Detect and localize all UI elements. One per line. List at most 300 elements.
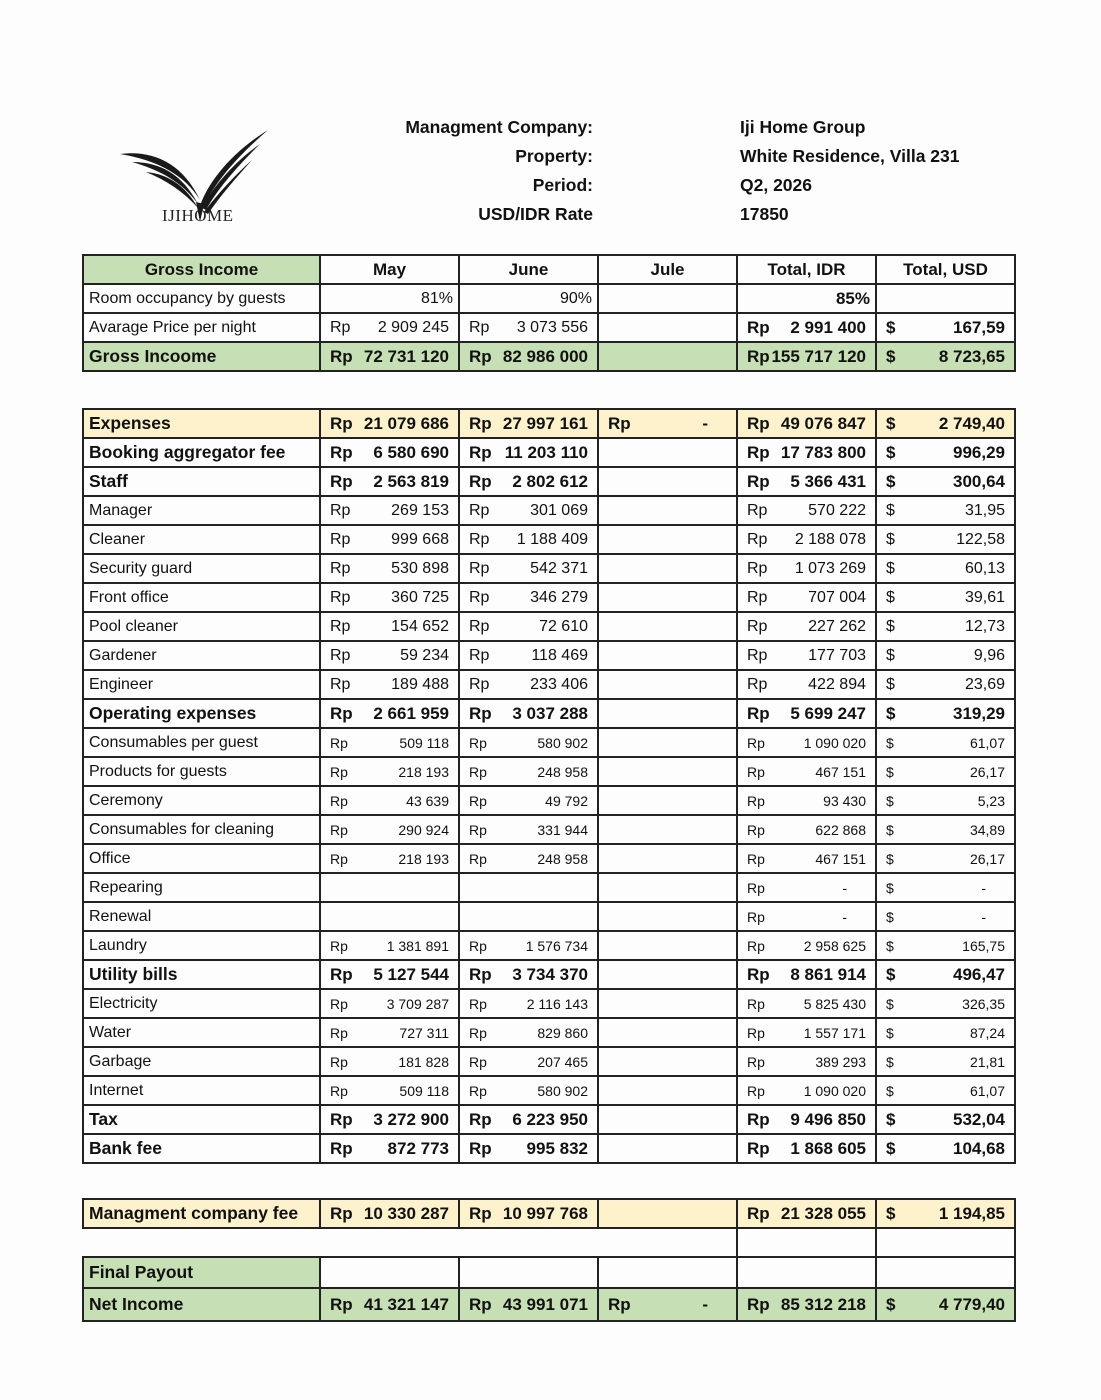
expense-total: [737, 641, 876, 670]
expense-may: [320, 960, 459, 989]
rate-value: 17850: [740, 204, 789, 224]
expense-may: [320, 554, 459, 583]
expense-usd: [876, 467, 1015, 496]
row-label: Gardener: [83, 641, 320, 670]
expense-total: [737, 438, 876, 467]
currency-symbol: $: [886, 1138, 896, 1158]
amount: 622 868: [815, 821, 866, 838]
table-row: [83, 1105, 1015, 1134]
amount: 6 223 950: [512, 1109, 588, 1129]
expense-may: [320, 1047, 459, 1076]
expense-total: [737, 1018, 876, 1047]
amount: 301 069: [530, 501, 588, 519]
final-payout-may: [320, 1257, 459, 1288]
expense-jule: [598, 496, 737, 525]
table-row: [83, 496, 1015, 525]
row-label: Utility bills: [83, 960, 320, 989]
amount: 2 958 625: [803, 937, 866, 954]
expense-may: [320, 583, 459, 612]
table-row: [83, 902, 1015, 931]
currency-symbol: Rp: [747, 1024, 765, 1041]
expense-may: [320, 1134, 459, 1163]
amount: 59 234: [400, 646, 449, 664]
expense-jule: [598, 931, 737, 960]
amount: 707 004: [808, 588, 866, 606]
currency-symbol: Rp: [330, 995, 348, 1012]
table-row: [83, 525, 1015, 554]
currency-symbol: Rp: [330, 763, 348, 780]
col-header-june: June: [459, 255, 598, 284]
expense-usd: [876, 873, 1015, 902]
table-row: [83, 699, 1015, 728]
amount: 248 958: [537, 763, 588, 780]
expense-total: [737, 931, 876, 960]
amount: -: [842, 879, 847, 896]
expense-usd: [876, 699, 1015, 728]
currency-symbol: Rp: [747, 1109, 770, 1129]
expense-usd: [876, 989, 1015, 1018]
row-label: Ceremony: [83, 786, 320, 815]
amount: 300,64: [953, 471, 1005, 491]
table-row: [83, 844, 1015, 873]
currency-symbol: Rp: [747, 530, 768, 548]
amount: 290 924: [398, 821, 449, 838]
table-row: [83, 438, 1015, 467]
expense-june: [459, 438, 598, 467]
expense-usd: [876, 1076, 1015, 1105]
amount: 3 709 287: [386, 995, 449, 1012]
final-payout-jule: [598, 1257, 737, 1288]
expense-may: [320, 670, 459, 699]
occupancy-total: 85%: [737, 284, 876, 313]
amount: 3 734 370: [512, 964, 588, 984]
management-company-value: Iji Home Group: [740, 117, 866, 137]
amount: 12,73: [964, 617, 1005, 635]
currency-symbol: Rp: [469, 792, 487, 809]
currency-symbol: Rp: [330, 703, 353, 723]
col-header-total-idr: Total, IDR: [737, 255, 876, 284]
expense-may: [320, 612, 459, 641]
table-row: [83, 409, 1015, 438]
amount: 60,13: [964, 559, 1005, 577]
expense-total: [737, 409, 876, 438]
currency-symbol: Rp: [747, 850, 765, 867]
occupancy-june: 90%: [459, 284, 598, 313]
expense-june: [459, 931, 598, 960]
row-label: Expenses: [83, 409, 320, 438]
amount: 49 076 847: [780, 413, 866, 433]
currency-symbol: $: [886, 588, 895, 606]
currency-symbol: $: [886, 1024, 894, 1041]
property-label: Property:: [515, 146, 593, 166]
expense-jule: [598, 1134, 737, 1163]
currency-symbol: $: [886, 908, 894, 925]
expense-usd: [876, 525, 1015, 554]
expense-may: [320, 902, 459, 931]
table-row: [83, 931, 1015, 960]
currency-symbol: $: [886, 850, 894, 867]
mgmt-fee-jule: [598, 1199, 737, 1228]
table-row: [83, 583, 1015, 612]
amount: 509 118: [399, 734, 449, 751]
currency-symbol: Rp: [469, 850, 487, 867]
expense-usd: [876, 757, 1015, 786]
table-row: [83, 786, 1015, 815]
currency-symbol: $: [886, 617, 895, 635]
currency-symbol: $: [886, 879, 894, 896]
table-row: [83, 815, 1015, 844]
amount: 580 902: [537, 1082, 588, 1099]
mgmt-fee-total: Rp 21 328 055: [737, 1199, 876, 1228]
expense-jule: [598, 1018, 737, 1047]
expense-jule: [598, 641, 737, 670]
amount: 467 151: [815, 763, 866, 780]
col-header-jule: Jule: [598, 255, 737, 284]
expense-june: [459, 960, 598, 989]
row-label: Renewal: [83, 902, 320, 931]
amount: 31,95: [964, 501, 1005, 519]
expense-usd: [876, 554, 1015, 583]
expense-june: [459, 554, 598, 583]
amount: 2 563 819: [373, 471, 449, 491]
expense-june: [459, 641, 598, 670]
amount: 23,69: [964, 675, 1005, 693]
amount: 389 293: [815, 1053, 866, 1070]
row-label: Consumables for cleaning: [83, 815, 320, 844]
currency-symbol: Rp: [469, 703, 492, 723]
amount: 233 406: [530, 675, 588, 693]
currency-symbol: Rp: [469, 821, 487, 838]
amount: 5 825 430: [803, 995, 866, 1012]
amount: 26,17: [969, 850, 1005, 867]
expense-jule: [598, 1047, 737, 1076]
expense-total: [737, 583, 876, 612]
currency-symbol: Rp: [330, 1024, 348, 1041]
currency-symbol: Rp: [747, 413, 770, 433]
currency-symbol: Rp: [747, 471, 770, 491]
currency-symbol: Rp: [469, 763, 487, 780]
expense-june: [459, 902, 598, 931]
amount: 360 725: [391, 588, 449, 606]
expense-may: [320, 728, 459, 757]
table-row: [83, 670, 1015, 699]
expense-june: [459, 1047, 598, 1076]
currency-symbol: Rp: [747, 442, 770, 462]
expense-jule: [598, 583, 737, 612]
expense-june: [459, 1105, 598, 1134]
amount: 580 902: [537, 734, 588, 751]
expense-jule: [598, 438, 737, 467]
expense-june: [459, 670, 598, 699]
currency-symbol: Rp: [330, 588, 351, 606]
expense-total: [737, 873, 876, 902]
amount: 165,75: [962, 937, 1005, 954]
expense-total: [737, 699, 876, 728]
period-label: Period:: [532, 175, 593, 195]
amount: 467 151: [815, 850, 866, 867]
amount: 2 661 959: [373, 703, 449, 723]
occupancy-may: 81%: [320, 284, 459, 313]
spacer-cell: [876, 1228, 1015, 1257]
row-label: Bank fee: [83, 1134, 320, 1163]
expense-june: [459, 467, 598, 496]
expense-jule: [598, 960, 737, 989]
expense-may: [320, 409, 459, 438]
table-row: [83, 1257, 1015, 1288]
row-label: Electricity: [83, 989, 320, 1018]
currency-symbol: Rp: [469, 1024, 487, 1041]
row-label: Laundry: [83, 931, 320, 960]
amount: 189 488: [391, 675, 449, 693]
currency-symbol: Rp: [747, 559, 768, 577]
net-income-june: Rp 43 991 071: [459, 1288, 598, 1321]
expense-usd: [876, 1018, 1015, 1047]
currency-symbol: $: [886, 675, 895, 693]
amount: 43 639: [406, 792, 449, 809]
currency-symbol: Rp: [330, 964, 353, 984]
currency-symbol: Rp: [747, 734, 765, 751]
expense-total: [737, 815, 876, 844]
expense-june: [459, 815, 598, 844]
row-label: Manager: [83, 496, 320, 525]
currency-symbol: Rp: [330, 792, 348, 809]
currency-symbol: Rp: [330, 530, 351, 548]
currency-symbol: Rp: [469, 646, 490, 664]
currency-symbol: Rp: [330, 675, 351, 693]
currency-symbol: $: [886, 413, 896, 433]
amount: 1 868 605: [790, 1138, 866, 1158]
currency-symbol: Rp: [330, 559, 351, 577]
row-label: Tax: [83, 1105, 320, 1134]
expense-total: [737, 844, 876, 873]
final-payout-june: [459, 1257, 598, 1288]
expense-total: [737, 757, 876, 786]
logo-text: IJIHOME: [162, 206, 234, 225]
gross-income-may: Rp 72 731 120: [320, 342, 459, 371]
expense-usd: [876, 931, 1015, 960]
amount: 181 828: [398, 1053, 449, 1070]
expense-june: [459, 1134, 598, 1163]
spacer-cell: [598, 1228, 737, 1257]
expense-usd: [876, 496, 1015, 525]
expense-jule: [598, 815, 737, 844]
currency-symbol: Rp: [469, 413, 492, 433]
expense-june: [459, 786, 598, 815]
currency-symbol: Rp: [469, 617, 490, 635]
row-label: Products for guests: [83, 757, 320, 786]
row-label: Internet: [83, 1076, 320, 1105]
expense-usd: [876, 670, 1015, 699]
amount: 496,47: [953, 964, 1005, 984]
currency-symbol: Rp: [469, 1082, 487, 1099]
currency-symbol: Rp: [469, 937, 487, 954]
net-income-may: Rp 41 321 147: [320, 1288, 459, 1321]
table-row: [83, 554, 1015, 583]
amount: 61,07: [969, 1082, 1005, 1099]
amount: 26,17: [969, 763, 1005, 780]
currency-symbol: Rp: [469, 734, 487, 751]
expense-may: [320, 931, 459, 960]
currency-symbol: Rp: [747, 501, 768, 519]
row-label: Managment company fee: [83, 1199, 320, 1228]
amount: 5 366 431: [790, 471, 866, 491]
amount: 570 222: [808, 501, 866, 519]
currency-symbol: Rp: [330, 1082, 348, 1099]
spacer-cell: [459, 1228, 598, 1257]
amount: 509 118: [399, 1082, 449, 1099]
col-header-total-usd: Total, USD: [876, 255, 1015, 284]
management-fee-table: [82, 1198, 1016, 1322]
currency-symbol: $: [886, 501, 895, 519]
table-row: [83, 342, 1015, 371]
mgmt-fee-may: Rp 10 330 287: [320, 1199, 459, 1228]
expenses-table: [82, 408, 1016, 1164]
row-label: Front office: [83, 583, 320, 612]
expense-may: [320, 699, 459, 728]
table-row: [83, 284, 1015, 313]
currency-symbol: Rp: [330, 617, 351, 635]
amount: 21 079 686: [363, 413, 449, 433]
expense-may: [320, 1105, 459, 1134]
expense-usd: [876, 612, 1015, 641]
table-row: [83, 728, 1015, 757]
expense-may: [320, 873, 459, 902]
amount: 207 465: [537, 1053, 588, 1070]
expense-june: [459, 989, 598, 1018]
avg-price-jule: [598, 313, 737, 342]
amount: 996,29: [953, 442, 1005, 462]
management-company-label: Managment Company:: [405, 117, 593, 137]
currency-symbol: Rp: [469, 675, 490, 693]
expense-may: [320, 525, 459, 554]
row-label: Office: [83, 844, 320, 873]
expense-jule: [598, 670, 737, 699]
currency-symbol: Rp: [330, 442, 353, 462]
avg-price-june: Rp 3 073 556: [459, 313, 598, 342]
expense-total: [737, 1105, 876, 1134]
row-label: Consumables per guest: [83, 728, 320, 757]
expense-total: [737, 960, 876, 989]
row-label: Engineer: [83, 670, 320, 699]
expense-usd: [876, 728, 1015, 757]
currency-symbol: Rp: [330, 821, 348, 838]
final-payout-total: [737, 1257, 876, 1288]
expense-jule: [598, 1105, 737, 1134]
expense-may: [320, 844, 459, 873]
amount: 5,23: [977, 792, 1005, 809]
expense-jule: [598, 873, 737, 902]
currency-symbol: Rp: [330, 850, 348, 867]
expense-june: [459, 525, 598, 554]
currency-symbol: $: [886, 1082, 894, 1099]
expense-total: [737, 786, 876, 815]
spacer-cell: [737, 1228, 876, 1257]
amount: 5 699 247: [790, 703, 866, 723]
amount: 27 997 161: [502, 413, 588, 433]
expense-jule: [598, 699, 737, 728]
expense-june: [459, 409, 598, 438]
avg-price-total: Rp 2 991 400: [737, 313, 876, 342]
amount: 218 193: [398, 850, 449, 867]
expense-jule: [598, 902, 737, 931]
currency-symbol: Rp: [469, 501, 490, 519]
row-label: Cleaner: [83, 525, 320, 554]
final-payout-usd: [876, 1257, 1015, 1288]
expense-jule: [598, 612, 737, 641]
currency-symbol: Rp: [747, 1053, 765, 1070]
currency-symbol: Rp: [469, 530, 490, 548]
currency-symbol: Rp: [747, 703, 770, 723]
expense-may: [320, 1076, 459, 1105]
row-label: Gross Incoome: [83, 342, 320, 371]
expense-total: [737, 902, 876, 931]
row-label: Net Income: [83, 1288, 320, 1321]
expense-jule: [598, 1076, 737, 1105]
property-value: White Residence, Villa 231: [740, 146, 960, 166]
amount: 326,35: [962, 995, 1005, 1012]
expense-may: [320, 815, 459, 844]
amount: 8 861 914: [790, 964, 866, 984]
currency-symbol: Rp: [747, 908, 765, 925]
expense-usd: [876, 815, 1015, 844]
currency-symbol: Rp: [747, 588, 768, 606]
currency-symbol: Rp: [747, 617, 768, 635]
amount: 872 773: [387, 1138, 449, 1158]
spacer-cell: [320, 1228, 459, 1257]
row-label: Repearing: [83, 873, 320, 902]
expense-total: [737, 554, 876, 583]
amount: 49 792: [545, 792, 588, 809]
table-row: [83, 757, 1015, 786]
currency-symbol: Rp: [469, 559, 490, 577]
gross-income-usd: $ 8 723,65: [876, 342, 1015, 371]
currency-symbol: $: [886, 734, 894, 751]
spacer-cell: [83, 1228, 320, 1257]
expense-usd: [876, 786, 1015, 815]
currency-symbol: $: [886, 646, 895, 664]
currency-symbol: Rp: [747, 821, 765, 838]
currency-symbol: $: [886, 792, 894, 809]
table-row: [83, 989, 1015, 1018]
currency-symbol: $: [886, 559, 895, 577]
table-row: [83, 641, 1015, 670]
expense-jule: [598, 554, 737, 583]
period-value: Q2, 2026: [740, 175, 812, 195]
col-header-gross-income: Gross Income: [83, 255, 320, 284]
currency-symbol: $: [886, 763, 894, 780]
expense-usd: [876, 960, 1015, 989]
expense-june: [459, 1076, 598, 1105]
amount: 319,29: [953, 703, 1005, 723]
expense-jule: [598, 525, 737, 554]
currency-symbol: Rp: [330, 937, 348, 954]
currency-symbol: $: [886, 1053, 894, 1070]
table-row: [83, 313, 1015, 342]
amount: 39,61: [964, 588, 1005, 606]
amount: 530 898: [391, 559, 449, 577]
expense-usd: [876, 641, 1015, 670]
currency-symbol: Rp: [330, 646, 351, 664]
currency-symbol: Rp: [747, 1082, 765, 1099]
amount: 248 958: [537, 850, 588, 867]
amount: 2 802 612: [512, 471, 588, 491]
amount: 34,89: [969, 821, 1005, 838]
expense-june: [459, 496, 598, 525]
gross-income-jule: [598, 342, 737, 371]
amount: 87,24: [969, 1024, 1005, 1041]
row-label: Room occupancy by guests: [83, 284, 320, 313]
expense-june: [459, 1018, 598, 1047]
